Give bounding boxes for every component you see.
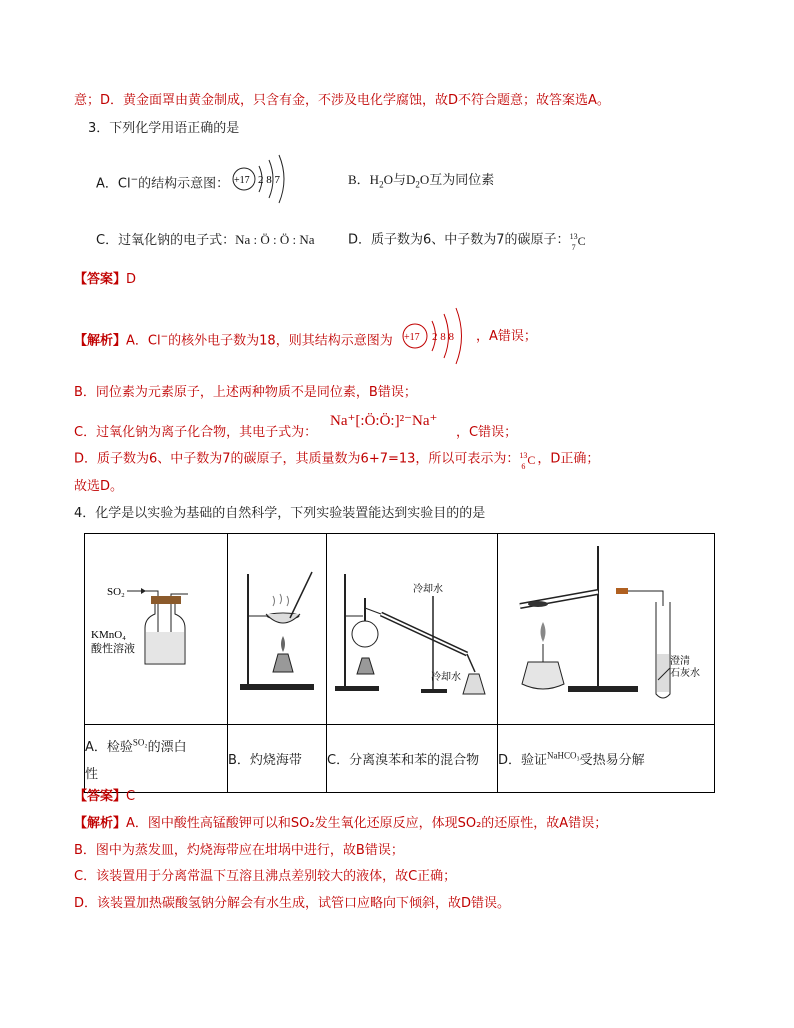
q4-stem: 4．化学是以实验为基础的自然科学，下列实验装置能达到实验目的的是 <box>74 506 486 521</box>
na2o2-wrong-formula: Na : Ö : Ö : Na <box>235 232 315 247</box>
svg-text:KMnO₄: KMnO₄ <box>91 629 127 641</box>
nuclide-symbol: 13 7 C <box>569 232 586 252</box>
q3-analysis-d: D．质子数为6、中子数为7的碳原子，其质量数为6+7=13，所以可表示为： 13 6 C ，D正确； <box>74 451 600 471</box>
apparatus-d-cell <box>498 534 715 725</box>
na2o2-correct-formula: Na⁺[:Ö:Ö:]²⁻Na⁺ <box>330 413 438 429</box>
q4-analysis-c: C．该装置用于分离常温下互溶且沸点差别较大的液体，故C正确； <box>74 869 457 884</box>
evaporating-dish-figure <box>228 534 326 720</box>
apparatus-c-cell <box>327 534 498 725</box>
svg-text:冷却水: 冷却水 <box>431 672 461 683</box>
q3-conclusion: 故选D。 <box>74 479 124 494</box>
svg-text:澄清: 澄清 <box>670 656 690 667</box>
q4-answer: 【答案】C <box>74 789 136 804</box>
svg-text:2 8 7: 2 8 7 <box>258 174 280 186</box>
q3-option-a: A．Cl−的结构示意图： <box>96 175 230 192</box>
apparatus-table <box>84 533 715 793</box>
caption-c: C．分离溴苯和苯的混合物 <box>327 725 498 793</box>
svg-text:冷却水: 冷却水 <box>413 584 443 595</box>
q4-analysis-b: B．图中为蒸发皿，灼烧海带应在坩埚中进行，故B错误； <box>74 843 404 858</box>
q3-stem: 3．下列化学用语正确的是 <box>88 121 240 136</box>
q3-analysis-c: C．过氧化钠为离子化合物，其电子式为： <box>74 425 318 440</box>
apparatus-a-cell <box>85 534 228 725</box>
q4-analysis-d: D．该装置加热碳酸氢钠分解会有水生成，试管口应略向下倾斜，故D错误。 <box>74 896 511 911</box>
svg-text:石灰水: 石灰水 <box>670 668 700 679</box>
q4-analysis-a: 【解析】A．图中酸性高锰酸钾可以和SO₂发生氧化还原反应，体现SO₂的还原性，故A错误； <box>74 816 608 831</box>
svg-text:2 8 8: 2 8 8 <box>432 331 454 343</box>
cl-ion-structure-diagram <box>228 152 298 206</box>
distillation-figure <box>327 534 497 720</box>
q3-option-c: C．过氧化钠的电子式：Na : Ö : Ö : Na <box>96 232 315 248</box>
q3-analysis-c-end: ，C错误； <box>456 425 518 440</box>
svg-text:+17: +17 <box>404 332 420 343</box>
svg-text:酸性溶液: 酸性溶液 <box>91 643 135 655</box>
q3-option-b: B．$H_2O$与$D_2O$互为同位素 <box>348 172 495 190</box>
q3-option-d: D．质子数为6、中子数为7的碳原子： 13 7 C <box>348 232 586 252</box>
apparatus-b-cell <box>228 534 327 725</box>
nuclide-symbol-answer: 13 6 C <box>519 451 536 471</box>
q3-answer: 【答案】D <box>74 272 137 287</box>
svg-text:+17: +17 <box>234 175 250 186</box>
caption-a: A．检验$^{SO_2}$的漂白 性 <box>85 725 228 793</box>
cl-ion-correct-structure-diagram <box>398 306 480 366</box>
gas-washing-bottle-figure <box>85 534 227 720</box>
svg-text:SO₂: SO₂ <box>107 586 125 598</box>
q3-analysis-a-end: ，A错误； <box>476 329 537 344</box>
caption-d: D．验证$^{NaHCO_3}$受热易分解 <box>498 725 715 793</box>
caption-b: B．灼烧海带 <box>228 725 327 793</box>
q3-analysis-b: B．同位素为元素原子，上述两种物质不是同位素，B错误； <box>74 385 417 400</box>
test-tube-heating-figure <box>498 534 714 720</box>
q3-analysis-a: 【解析】A．Cl−的核外电子数为18，则其结构示意图为 <box>74 332 393 349</box>
continuation-line: 意；D．黄金面罩由黄金制成，只含有金，不涉及电化学腐蚀，故D不符合题意；故答案选A。 <box>74 93 610 108</box>
